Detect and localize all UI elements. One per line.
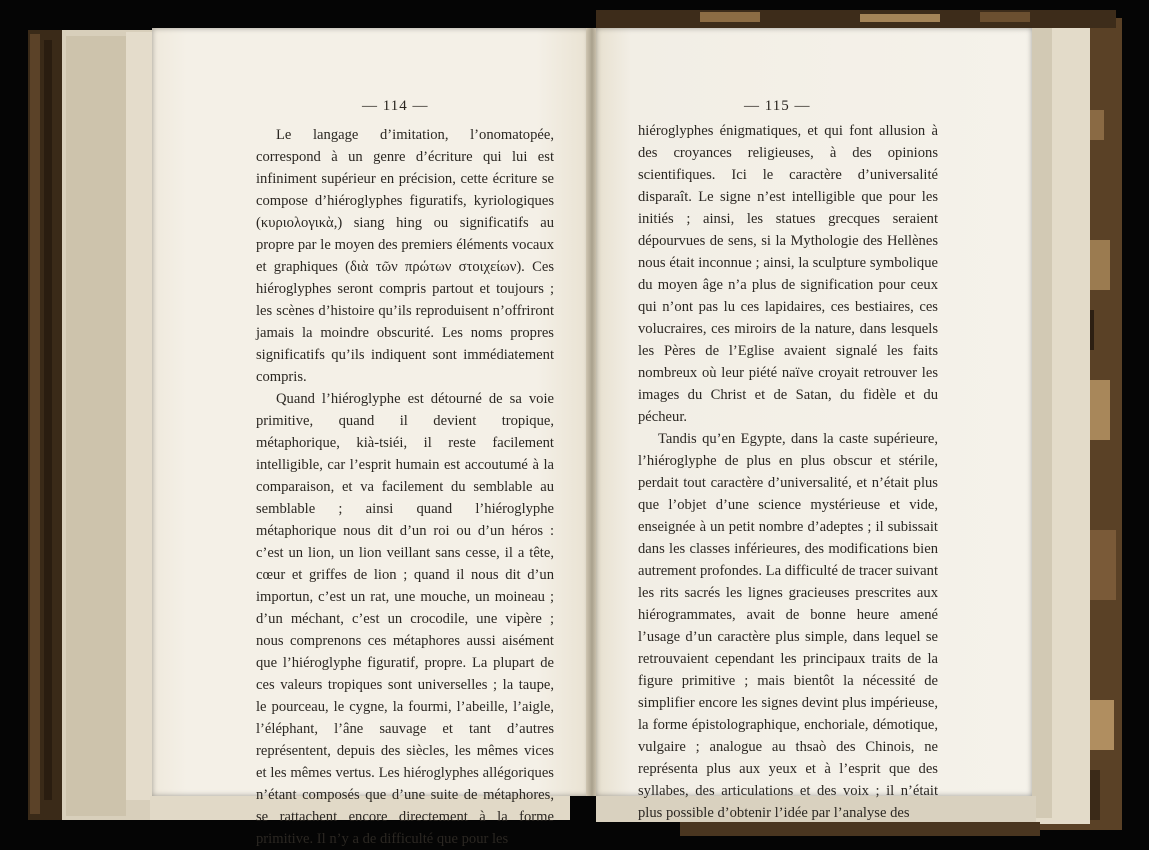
right-paragraph-2: Tandis qu’en Egypte, dans la caste supérieure, l’hiéroglyphe de plus en plus obscur et stérile, perdait tout caractère d’universalité, et n’était plus que l’objet d’une science mystérieuse et vide, enseignée à un petit nombre d’adeptes ; il subissait dans les classes inférieures, des modifications bien autrement profondes. La difficulté de tracer suivant les rits sacrés les lignes gracieuses prescrites aux hiérogrammates, avait de bonne heure amené l’usage d’un caractère plus simple, dans lequel se retrouvaient cependant les principaux traits de la figure primitive ; mais bientôt la nécessité de simplifier encore les signes devint plus impérieuse, la forme épistolographique, enchoriale, démotique, vulgaire ; analogue au thsaò des Chinois, ne représenta plus aux yeux et à l’esprit que des syllabes, des articulations et des voix ; il n’était plus possible d’obtenir l’idée par l’analyse des [638,431,938,821]
left-paragraph-2: Quand l’hiéroglyphe est détourné de sa voie primitive, quand il devient tropique, métaphorique, kià-tsiéi, il reste facilement intelligible, car l’esprit humain est accoutumé à la comparaison, et va facilement du semblable au semblable ; ainsi quand l’hiéroglyphe métaphorique nous dit d’un roi ou d’un héros : c’est un lion, un lion veillant sans cesse, il a tête, cœur et griffes de lion ; quand il nous dit d’un importun, c’est un rat, une mouche, un moineau ; d’un méchant, c’est un crocodile, une vipère ; nous comprenons ces métaphores aussi aisément que l’hiéroglyphe figuratif, propre. La plupart de ces valeurs tropiques sont universelles ; la taupe, le pourceau, le cygne, la fourmi, l’abeille, l’aigle, l’éléphant, l’âne sauvage et tant d’autres représentent, depuis des siècles, les mêmes vices et les mêmes vertus. Les hiéroglyphes allégoriques n’étant composés que d’une suite de métaphores, se rattachent encore directement à la forme primitive. Il n’y a de difficulté que pour les [256,391,554,847]
left-page-number: — 114 — [362,98,429,114]
right-page-text [638,120,938,824]
left-paragraph-1: Le langage d’imitation, l’onomatopée, correspond à un genre d’écriture qui lui est infiniment supérieur en précision, cette écriture se compose d’hiéroglyphes figuratifs, kyriologiques (κυριολογικὰ,) siang hing ou significatifs au propre par le moyen des premiers éléments vocaux et graphiques (διὰ τῶν πρώτων στοιχείων). Ces hiéroglyphes seront compris partout et toujours ; les scènes d’histoire qu’ils reproduisent n’offriront jamais la moindre obscurité. Les noms propres significatifs qu’ils indiquent sont immédiatement compris. [256,127,554,385]
left-page-text [256,124,554,850]
right-paragraph-1: hiéroglyphes énigmatiques, et qui font allusion à des croyances religieuses, à des opinions scientifiques. Ici le caractère d’universalité disparaît. Le signe n’est intelligible que pour les initiés ; ainsi, les statues grecques seraient dépourvues de sens, si la Mythologie des Hellènes nous était inconnue ; ainsi, la sculpture symbolique du moyen âge n’a plus de signification pour ceux qui n’ont pas lu ces lapidaires, ces bestiaires, ces volucraires, ces miroirs de la nature, dans lesquels les Pères de l’Eglise avaient signalé les faits nombreux où leur piété naïve croyait retrouver les images du Christ et de Satan, du fidèle et du pécheur. [638,123,938,425]
right-page-number: — 115 — [744,98,811,114]
